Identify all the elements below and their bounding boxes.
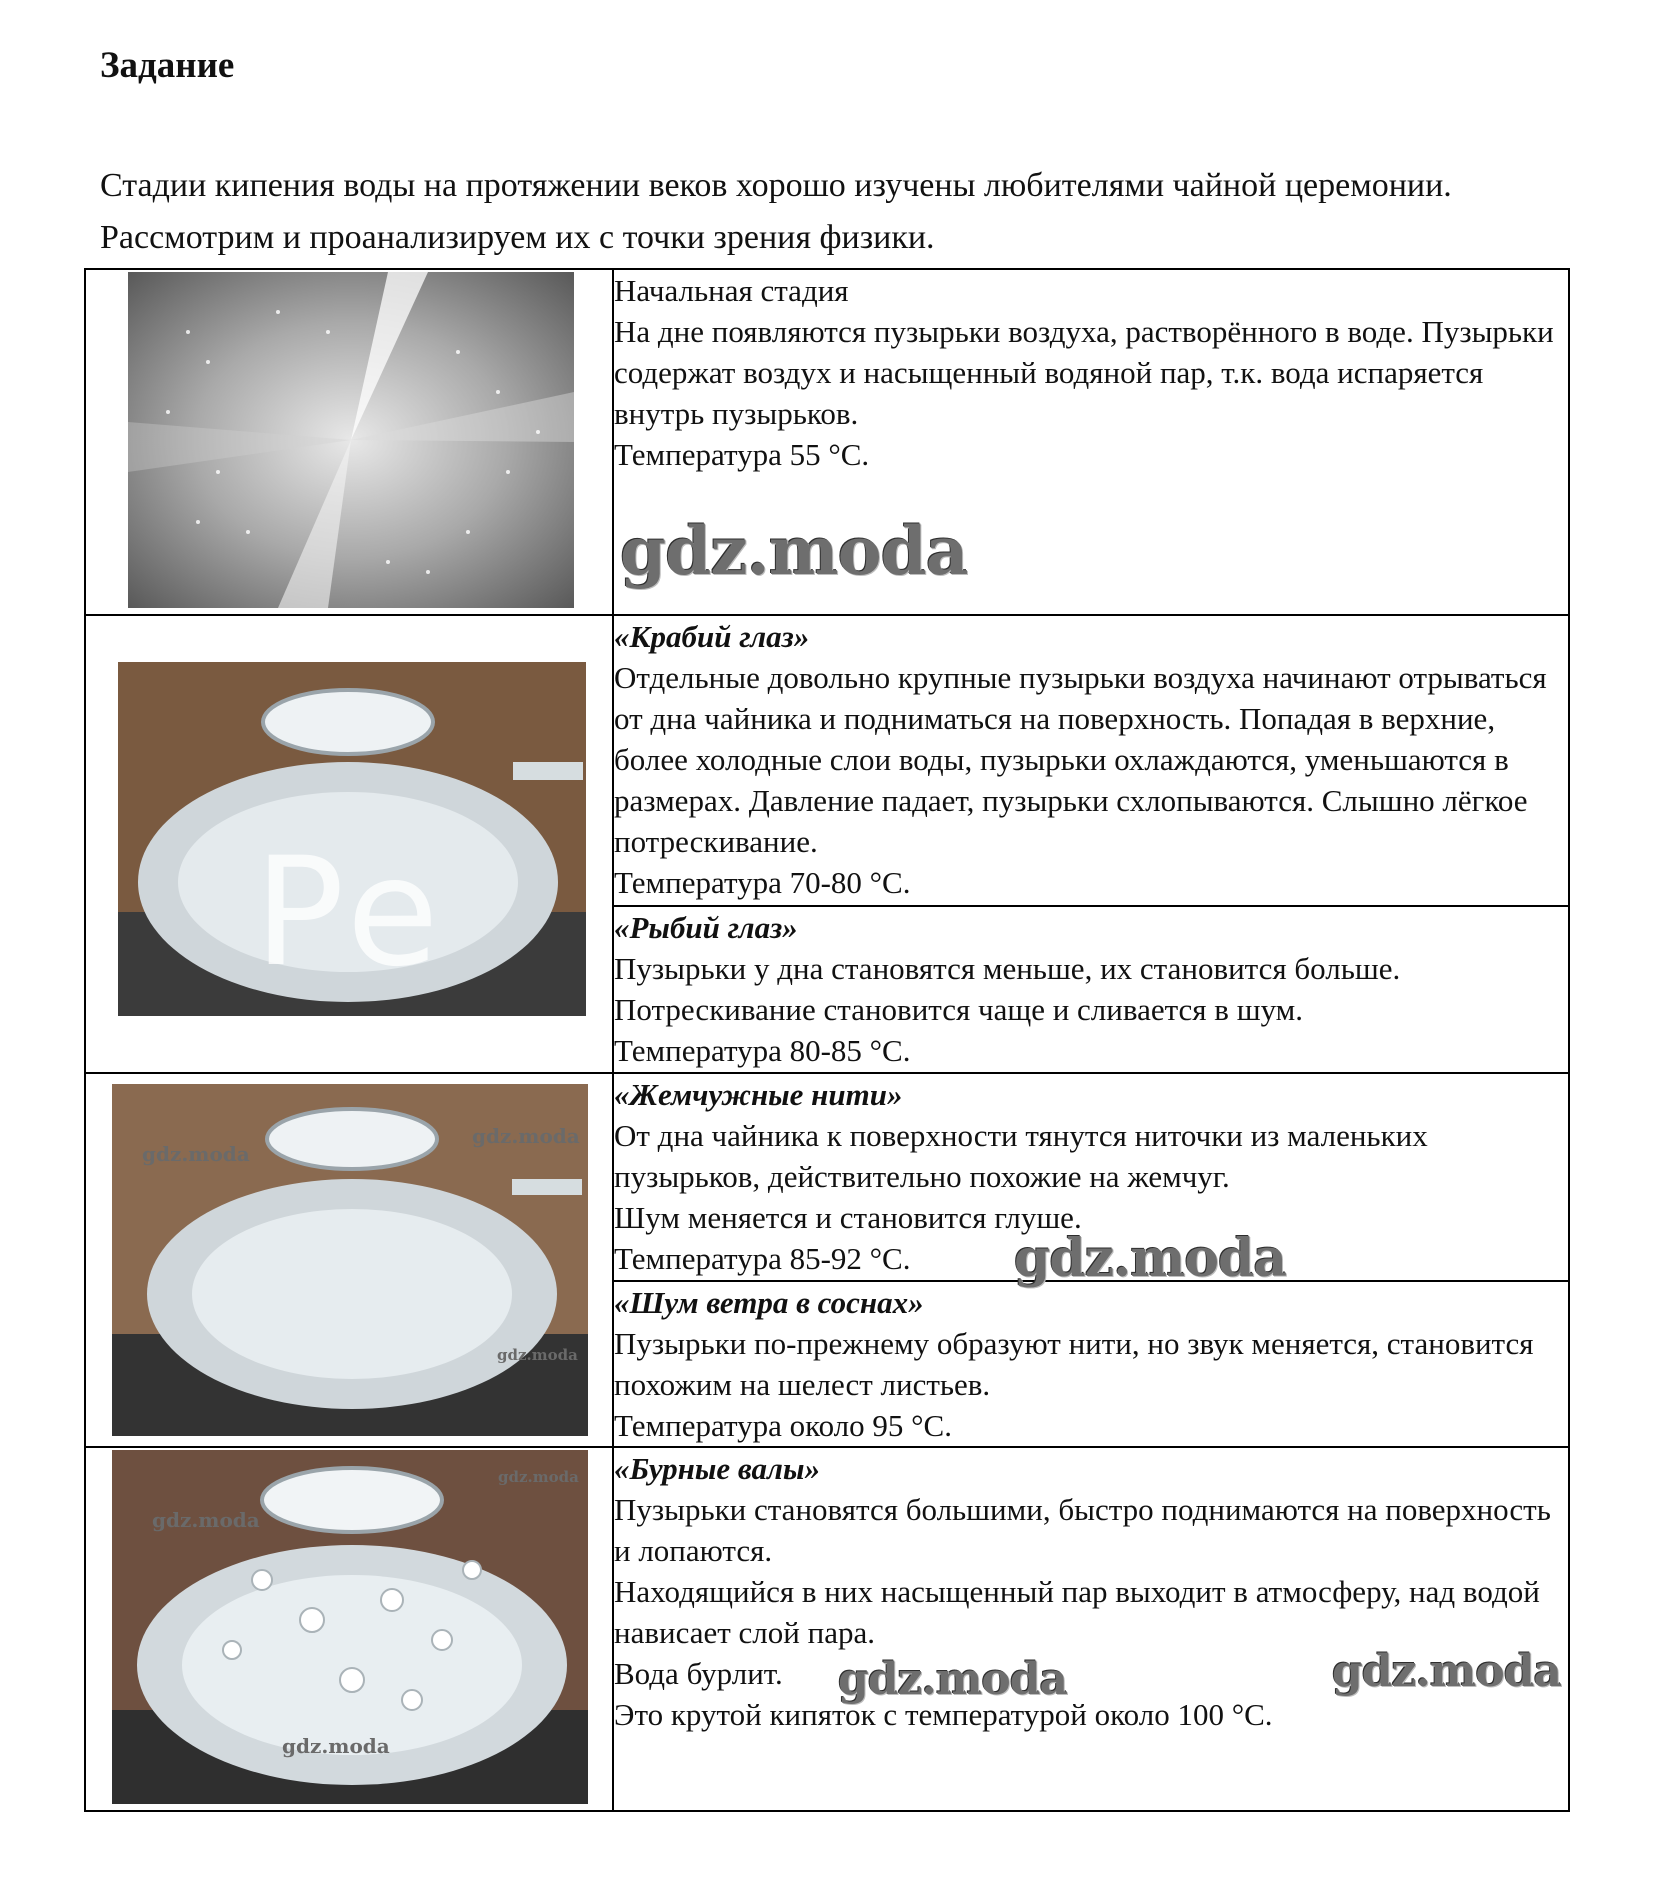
stage-description: Находящийся в них насыщенный пар выходит в атмосферу, над водой нависает слой пара.	[614, 1574, 1540, 1650]
stage-description: Пузырьки по-прежнему образуют нити, но звук меняется, становится похожим на шелест листьев.	[614, 1326, 1534, 1402]
watermark: gdz.moda	[142, 1142, 250, 1166]
boiling-stages-table	[84, 268, 1570, 1812]
intro-paragraph: Стадии кипения воды на протяжении веков хорошо изучены любителями чайной церемонии. Рассмотрим и проанализируем их с точки зрения физики.	[100, 167, 1452, 256]
stage-temperature: Температура 55 °С.	[614, 437, 870, 472]
teapot-photo-3	[112, 1450, 588, 1804]
stage-description: На дне появляются пузырьки воздуха, растворённого в воде. Пузырьки содержат воздух и насыщенный водяной пар, т.к. вода испаряется внутрь пузырьков.	[614, 314, 1554, 431]
stage-temperature: Это крутой кипяток с температурой около 100 °С.	[614, 1697, 1273, 1732]
stage-description: Пузырьки становятся большими, быстро поднимаются на поверхность и лопаются.	[614, 1492, 1551, 1568]
stage-temperature: Температура 70-80 °С.	[614, 865, 911, 900]
pot-bottom-photo	[128, 272, 574, 608]
watermark: gdz.moda	[282, 1734, 390, 1758]
stage-title: «Крабий глаз»	[614, 619, 810, 654]
stage-description: Шум меняется и становится глуше.	[614, 1200, 1082, 1235]
overlay-watermark: Ре	[254, 826, 441, 1000]
page-title: Задание	[100, 45, 235, 86]
stage-temperature: Температура около 95 °С.	[614, 1408, 952, 1443]
stage-title: «Рыбий глаз»	[614, 910, 798, 946]
stage-title: «Жемчужные нити»	[614, 1077, 903, 1112]
watermark: gdz.moda	[1332, 1646, 1562, 1697]
watermark: gdz.moda	[498, 1468, 579, 1486]
stage-cell-crab-eye	[613, 615, 1569, 906]
photo-cell-teapot-2	[85, 1073, 613, 1447]
table-row	[85, 269, 1569, 615]
photo-cell-pot-bottom	[85, 269, 613, 615]
photo-cell-teapot-3	[85, 1447, 613, 1811]
stage-description: От дна чайника к поверхности тянутся ниточки из маленьких пузырьков, действительно похожие на жемчуг.	[614, 1118, 1428, 1194]
stage-temperature: Температура 85-92 °С.	[614, 1241, 911, 1276]
watermark: gdz.moda	[1014, 1228, 1287, 1289]
stage-cell-stormy-waves	[613, 1447, 1569, 1811]
photo-cell-teapot-1	[85, 615, 613, 1073]
stage-title: «Шум ветра в соснах»	[614, 1285, 924, 1320]
table-row	[85, 1073, 1569, 1281]
stage-description: Отдельные довольно крупные пузырьки воздуха начинают отрываться от дна чайника и подниматься на поверхность. Попадая в верхние, более холодные слои воды, пузырьки охлаждаются, уменьшаются в размерах. Давление падает, пузырьки схлопываются. Слышно лёгкое потрескивание.	[614, 660, 1547, 859]
watermark: gdz.moda	[620, 512, 968, 590]
stage-cell-initial	[613, 269, 1569, 615]
table-row	[85, 615, 1569, 906]
teapot-photo-2	[112, 1084, 588, 1436]
stage-cell-pearl-threads	[613, 1073, 1569, 1289]
stage-title: Начальная стадия	[614, 273, 849, 308]
stage-temperature: Температура 80-85 °С.	[614, 1033, 911, 1069]
stage-cell-pine-wind	[613, 1281, 1569, 1447]
watermark: gdz.moda	[472, 1124, 580, 1148]
stage-description: Пузырьки у дна становятся меньше, их становится больше. Потрескивание становится чаще и сливается в шум.	[614, 951, 1401, 1028]
watermark: gdz.moda	[152, 1508, 260, 1532]
stage-description: Вода бурлит.	[614, 1656, 783, 1691]
watermark: gdz.moda	[838, 1654, 1068, 1705]
table-row	[85, 1447, 1569, 1811]
stage-title: «Бурные валы»	[614, 1451, 820, 1486]
watermark: gdz.moda	[497, 1346, 578, 1364]
stage-cell-fish-eye	[613, 906, 1569, 1073]
